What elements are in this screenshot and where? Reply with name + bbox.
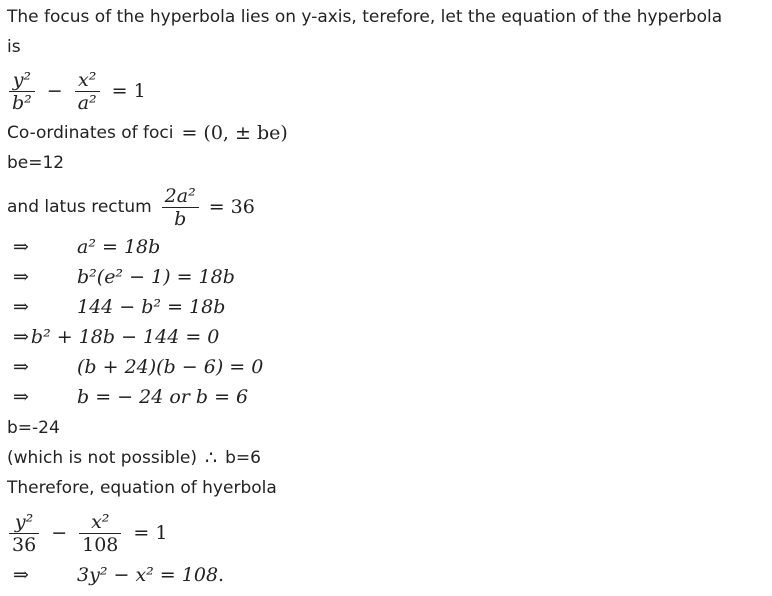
minus-sign: − bbox=[46, 80, 63, 102]
step-2-math: b²(e² − 1) = 18b bbox=[77, 266, 235, 288]
latus-rhs: = 36 bbox=[208, 196, 255, 218]
latus-rectum-line bbox=[7, 178, 255, 236]
step-6 bbox=[7, 382, 248, 412]
implies-arrow: ⇒ bbox=[13, 266, 29, 288]
frac-denominator: 36 bbox=[12, 533, 37, 556]
frac-numerator: y² bbox=[14, 510, 34, 533]
therefore-text: Therefore, equation of hyerbola bbox=[7, 478, 277, 498]
intro-text-1: The focus of the hyperbola lies on y-axis, terefore, let the equation of the hyperbola bbox=[7, 7, 723, 27]
fraction-x2-a2 bbox=[75, 69, 100, 114]
step-4-math: b² + 18b − 144 = 0 bbox=[30, 326, 220, 348]
implies-arrow: ⇒ bbox=[13, 564, 29, 586]
not-possible-text: (which is not possible) bbox=[7, 448, 198, 468]
intro-text-2: is bbox=[7, 37, 21, 57]
foci-math: = (0, ± be) bbox=[181, 122, 288, 144]
step-3-math: 144 − b² = 18b bbox=[77, 296, 226, 318]
equation-rhs: = 1 bbox=[111, 80, 146, 102]
b-negative: b=-24 bbox=[7, 418, 60, 438]
implies-arrow: ⇒ bbox=[13, 386, 29, 408]
be-line bbox=[7, 148, 64, 178]
minus-sign: − bbox=[51, 522, 68, 544]
equation-rhs: = 1 bbox=[133, 522, 168, 544]
fraction-y2-b2 bbox=[9, 69, 35, 114]
latus-text: and latus rectum bbox=[7, 197, 152, 217]
frac-numerator: x² bbox=[78, 68, 97, 91]
step-4 bbox=[7, 322, 219, 352]
implies-arrow: ⇒ bbox=[13, 326, 29, 348]
fraction-2a2-b bbox=[162, 185, 199, 230]
frac-numerator: 2a² bbox=[164, 184, 196, 207]
implies-arrow: ⇒ bbox=[13, 296, 29, 318]
frac-denominator: a² bbox=[77, 91, 97, 114]
step-3 bbox=[7, 292, 225, 322]
intro-line-1 bbox=[7, 2, 722, 32]
therefore-symbol: ∴ bbox=[205, 447, 218, 469]
implies-arrow: ⇒ bbox=[13, 236, 29, 258]
step-5 bbox=[7, 352, 263, 382]
fraction-y2-36 bbox=[9, 511, 39, 556]
final-step bbox=[7, 560, 224, 590]
step-1 bbox=[7, 232, 160, 262]
therefore-line bbox=[7, 473, 277, 503]
foci-text: Co-ordinates of foci bbox=[7, 123, 174, 143]
frac-denominator: b bbox=[174, 207, 187, 230]
step-5-math: (b + 24)(b − 6) = 0 bbox=[77, 356, 264, 378]
b-negative-line bbox=[7, 413, 60, 443]
b-six: b=6 bbox=[225, 448, 261, 468]
be-value: be=12 bbox=[7, 153, 65, 173]
step-2 bbox=[7, 262, 235, 292]
hyperbola-equation bbox=[7, 62, 146, 120]
fraction-x2-108 bbox=[79, 511, 121, 556]
not-possible-line bbox=[7, 443, 261, 473]
frac-numerator: x² bbox=[91, 510, 110, 533]
frac-numerator: y² bbox=[12, 68, 32, 91]
final-equation: 3y² − x² = 108. bbox=[77, 564, 225, 586]
final-hyperbola-equation bbox=[7, 504, 167, 562]
frac-denominator: 108 bbox=[82, 533, 119, 556]
step-6-math: b = − 24 or b = 6 bbox=[77, 386, 249, 408]
intro-line-2 bbox=[7, 32, 21, 62]
frac-denominator: b² bbox=[12, 91, 32, 114]
step-1-math: a² = 18b bbox=[77, 236, 161, 258]
implies-arrow: ⇒ bbox=[13, 356, 29, 378]
foci-line bbox=[7, 118, 288, 148]
